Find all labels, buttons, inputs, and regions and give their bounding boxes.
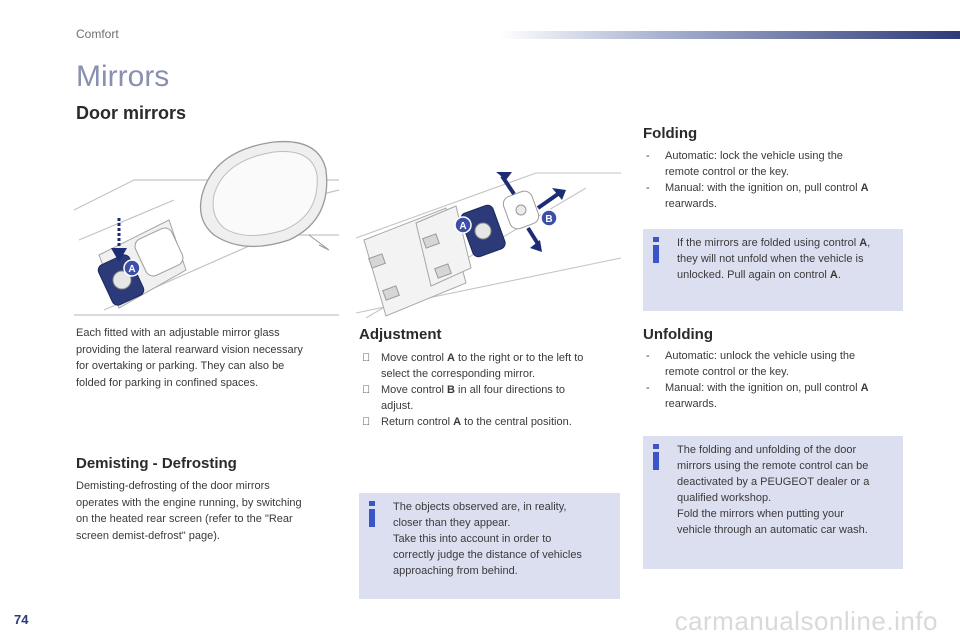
mirror-switch-illustration	[74, 140, 339, 320]
info-box-workshop: The folding and unfolding of the door mirrors using the remote control can be deactivated by a PEUGEOT dealer or a qualified workshop. Fold the mirrors when putting your vehicle through an automatic car wash.	[643, 436, 903, 569]
intro-line: providing the lateral rearward vision necessary	[76, 343, 303, 356]
section-label: Comfort	[76, 27, 119, 41]
demisting-line: on the heated rear screen (refer to the "Rear	[76, 513, 293, 525]
heading-unfolding: Unfolding	[643, 326, 713, 343]
intro-line: for overtaking or parking. They can also be	[76, 360, 285, 372]
door-panel-illustration	[356, 168, 621, 318]
bullet-marker	[362, 414, 376, 430]
label-b: B	[545, 214, 553, 225]
info-icon	[653, 444, 659, 449]
folding-list	[643, 148, 908, 212]
label-a-2: A	[459, 221, 467, 232]
info-icon	[369, 501, 375, 506]
page-number: 74	[14, 612, 29, 627]
unfolding-list	[643, 348, 908, 412]
page-title: Mirrors	[76, 60, 170, 93]
list-item: - Manual: with the ignition on, pull control A rearwards.	[646, 382, 869, 410]
info-box-folded: If the mirrors are folded using control A, they will not unfold when the vehicle is unlocked. Pull again on control A.	[643, 229, 903, 311]
subtitle-door-mirrors: Door mirrors	[76, 103, 187, 123]
demisting-paragraph	[76, 478, 346, 544]
info-box-objects: The objects observed are, in reality, closer than they appear. Take this into account in order to correctly judge the distance of vehicles approaching from behind.	[359, 493, 620, 599]
adjustment-list	[359, 350, 624, 430]
list-item: Return control A to the central position.	[359, 414, 624, 430]
intro-line: folded for parking in confined spaces.	[76, 376, 259, 389]
info-icon	[653, 237, 659, 242]
header-gradient-bar	[500, 31, 960, 39]
bullet-marker	[362, 382, 376, 398]
heading-adjustment: Adjustment	[359, 326, 442, 343]
heading-demisting: Demisting - Defrosting	[76, 455, 237, 472]
list-item: Move control B in all four directions to adjust.	[359, 382, 624, 414]
intro-line: Each fitted with an adjustable mirror glass	[76, 327, 280, 339]
demisting-line: operates with the engine running, by switching	[76, 496, 302, 509]
label-a-1: A	[128, 264, 136, 275]
list-item: - Manual: with the ignition on, pull control A rearwards.	[646, 182, 869, 210]
intro-paragraph	[76, 325, 346, 391]
demisting-line: Demisting-defrosting of the door mirrors	[76, 480, 270, 492]
demisting-line: screen demist-defrost" page).	[76, 529, 220, 542]
list-item: Move control A to the right or to the left to select the corresponding mirror.	[359, 350, 624, 382]
watermark: carmanualsonline.info	[674, 606, 938, 636]
heading-folding: Folding	[643, 125, 698, 142]
bullet-marker	[362, 350, 376, 366]
list-item: - Automatic: unlock the vehicle using the remote control or the key.	[646, 350, 856, 378]
list-item: - Automatic: lock the vehicle using the remote control or the key.	[646, 150, 843, 178]
